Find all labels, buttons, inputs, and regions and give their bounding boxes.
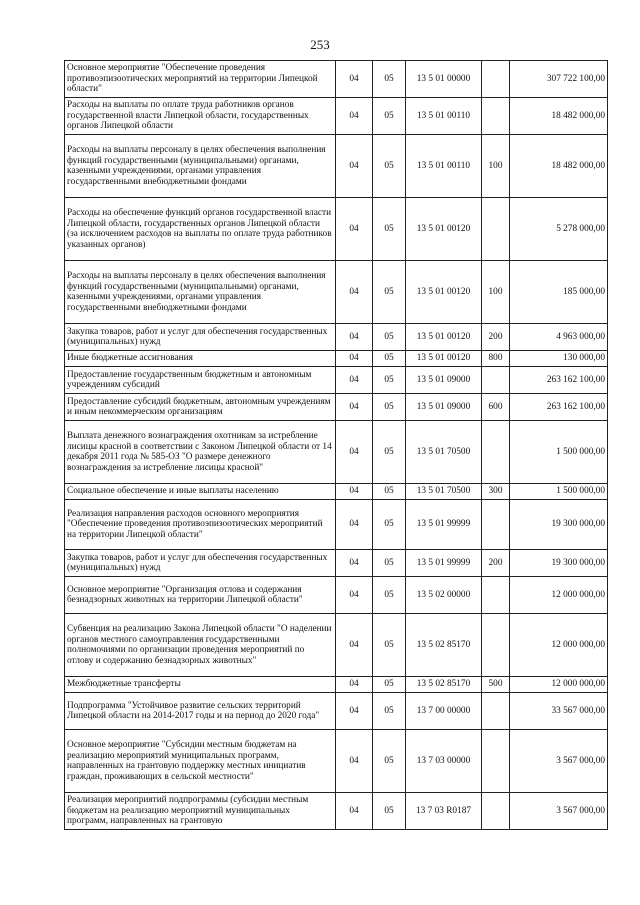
row-name: Иные бюджетные ассигнования — [65, 351, 336, 367]
table-row — [65, 421, 608, 484]
row-rz: 04 — [336, 135, 373, 198]
row-amount: 19 300 000,00 — [510, 500, 608, 550]
row-amount: 5 278 000,00 — [510, 198, 608, 261]
row-rz: 04 — [336, 793, 373, 830]
row-amount: 19 300 000,00 — [510, 550, 608, 577]
row-amount: 33 567 000,00 — [510, 693, 608, 730]
row-name: Расходы на выплаты персоналу в целях обеспечения выполнения функций государственными (муниципальными) органами, казенными учреждениями, органами управления государственными внебюджетными фондами — [65, 135, 336, 198]
row-vr: 300 — [482, 484, 510, 500]
row-name: Основное мероприятие "Субсидии местным бюджетам на реализацию мероприятий муниципальных программ, направленных на грантовую поддержку местных инициатив граждан, проживающих в сельской местности" — [65, 730, 336, 793]
row-name: Основное мероприятие "Организация отлова и содержания безнадзорных животных на территории Липецкой области" — [65, 577, 336, 614]
row-vr: 500 — [482, 677, 510, 693]
row-amount: 263 162 100,00 — [510, 394, 608, 421]
row-name: Расходы на обеспечение функций органов государственной власти Липецкой области, государственных органов Липецкой области (за исключением расходов на выплаты по оплате труда работников указанных органов) — [65, 198, 336, 261]
row-rz: 04 — [336, 484, 373, 500]
row-pr: 05 — [373, 198, 406, 261]
row-vr — [482, 421, 510, 484]
row-rz: 04 — [336, 198, 373, 261]
row-csr: 13 7 03 R0187 — [406, 793, 482, 830]
row-csr: 13 5 02 00000 — [406, 577, 482, 614]
row-csr: 13 5 01 00120 — [406, 324, 482, 351]
row-pr: 05 — [373, 550, 406, 577]
row-csr: 13 5 01 09000 — [406, 367, 482, 394]
row-pr: 05 — [373, 614, 406, 677]
row-amount: 12 000 000,00 — [510, 614, 608, 677]
row-amount: 130 000,00 — [510, 351, 608, 367]
row-name: Расходы на выплаты персоналу в целях обеспечения выполнения функций государственными (муниципальными) органами, казенными учреждениями, органами управления государственными внебюджетными фондами — [65, 261, 336, 324]
row-csr: 13 5 02 85170 — [406, 677, 482, 693]
row-csr: 13 5 01 99999 — [406, 500, 482, 550]
table-row — [65, 61, 608, 98]
row-pr: 05 — [373, 98, 406, 135]
row-name: Межбюджетные трансферты — [65, 677, 336, 693]
row-pr: 05 — [373, 367, 406, 394]
row-vr: 200 — [482, 324, 510, 351]
row-vr — [482, 693, 510, 730]
row-rz: 04 — [336, 367, 373, 394]
row-vr: 600 — [482, 394, 510, 421]
row-name: Реализация направления расходов основного мероприятия "Обеспечение проведения противоэпизоотических мероприятий на территории Липецкой области" — [65, 500, 336, 550]
table-row — [65, 614, 608, 677]
row-rz: 04 — [336, 61, 373, 98]
row-rz: 04 — [336, 577, 373, 614]
row-csr: 13 5 01 00000 — [406, 61, 482, 98]
row-name: Субвенция на реализацию Закона Липецкой области "О наделении органов местного самоуправления государственными полномочиями по организации проведения мероприятий по отлову и содержанию безнадзорных животных" — [65, 614, 336, 677]
row-csr: 13 5 01 00110 — [406, 98, 482, 135]
row-name: Реализация мероприятий подпрограммы (субсидии местным бюджетам на реализацию мероприятий муниципальных программ, направленных на грантовую — [65, 793, 336, 830]
row-amount: 1 500 000,00 — [510, 484, 608, 500]
row-pr: 05 — [373, 693, 406, 730]
row-pr: 05 — [373, 394, 406, 421]
row-vr — [482, 614, 510, 677]
table-row — [65, 351, 608, 367]
row-amount: 18 482 000,00 — [510, 98, 608, 135]
row-rz: 04 — [336, 550, 373, 577]
row-rz: 04 — [336, 614, 373, 677]
table-row — [65, 367, 608, 394]
row-vr: 200 — [482, 550, 510, 577]
row-amount: 185 000,00 — [510, 261, 608, 324]
row-vr — [482, 500, 510, 550]
row-amount: 3 567 000,00 — [510, 730, 608, 793]
row-pr: 05 — [373, 484, 406, 500]
table-row — [65, 324, 608, 351]
row-csr: 13 5 01 00110 — [406, 135, 482, 198]
row-pr: 05 — [373, 61, 406, 98]
table-row — [65, 693, 608, 730]
row-name: Предоставление субсидий бюджетным, автономным учреждениям и иным некоммерческим организациям — [65, 394, 336, 421]
row-csr: 13 5 01 00120 — [406, 198, 482, 261]
row-amount: 307 722 100,00 — [510, 61, 608, 98]
row-csr: 13 7 03 00000 — [406, 730, 482, 793]
budget-table-body — [65, 61, 608, 830]
row-csr: 13 5 01 99999 — [406, 550, 482, 577]
row-rz: 04 — [336, 351, 373, 367]
row-name: Основное мероприятие "Обеспечение проведения противоэпизоотических мероприятий на территории Липецкой области" — [65, 61, 336, 98]
row-amount: 263 162 100,00 — [510, 367, 608, 394]
row-rz: 04 — [336, 500, 373, 550]
row-rz: 04 — [336, 324, 373, 351]
row-pr: 05 — [373, 577, 406, 614]
row-pr: 05 — [373, 421, 406, 484]
row-name: Социальное обеспечение и иные выплаты населению — [65, 484, 336, 500]
row-pr: 05 — [373, 500, 406, 550]
budget-table — [64, 60, 608, 830]
row-pr: 05 — [373, 324, 406, 351]
row-csr: 13 5 01 00120 — [406, 261, 482, 324]
row-vr — [482, 98, 510, 135]
table-row — [65, 793, 608, 830]
table-row — [65, 500, 608, 550]
row-vr — [482, 793, 510, 830]
table-row — [65, 261, 608, 324]
row-rz: 04 — [336, 421, 373, 484]
row-amount: 18 482 000,00 — [510, 135, 608, 198]
row-vr: 100 — [482, 135, 510, 198]
row-amount: 12 000 000,00 — [510, 677, 608, 693]
table-row — [65, 98, 608, 135]
row-csr: 13 5 01 00120 — [406, 351, 482, 367]
row-name: Закупка товаров, работ и услуг для обеспечения государственных (муниципальных) нужд — [65, 324, 336, 351]
row-amount: 3 567 000,00 — [510, 793, 608, 830]
row-rz: 04 — [336, 677, 373, 693]
row-csr: 13 7 00 00000 — [406, 693, 482, 730]
row-pr: 05 — [373, 793, 406, 830]
table-row — [65, 135, 608, 198]
table-row — [65, 577, 608, 614]
row-vr — [482, 730, 510, 793]
row-pr: 05 — [373, 261, 406, 324]
row-name: Выплата денежного вознаграждения охотникам за истребление лисицы красной в соответствии с Законом Липецкой области от 14 декабря 2011 года № 585-ОЗ "О размере денежного вознаграждения за истребление лисицы красной" — [65, 421, 336, 484]
table-row — [65, 394, 608, 421]
row-csr: 13 5 01 09000 — [406, 394, 482, 421]
row-vr — [482, 577, 510, 614]
row-pr: 05 — [373, 730, 406, 793]
row-rz: 04 — [336, 98, 373, 135]
row-rz: 04 — [336, 730, 373, 793]
table-row — [65, 677, 608, 693]
row-name: Расходы на выплаты по оплате труда работников органов государственной власти Липецкой области, государственных органов Липецкой области — [65, 98, 336, 135]
row-vr — [482, 61, 510, 98]
table-row — [65, 730, 608, 793]
row-pr: 05 — [373, 135, 406, 198]
row-csr: 13 5 01 70500 — [406, 421, 482, 484]
table-row — [65, 484, 608, 500]
row-csr: 13 5 02 85170 — [406, 614, 482, 677]
row-vr: 100 — [482, 261, 510, 324]
row-pr: 05 — [373, 677, 406, 693]
row-amount: 1 500 000,00 — [510, 421, 608, 484]
row-rz: 04 — [336, 394, 373, 421]
row-vr — [482, 198, 510, 261]
page-number: 253 — [310, 37, 330, 52]
table-row — [65, 198, 608, 261]
row-vr: 800 — [482, 351, 510, 367]
row-amount: 4 963 000,00 — [510, 324, 608, 351]
row-name: Подпрограмма "Устойчивое развитие сельских территорий Липецкой области на 2014-2017 годы и на период до 2020 года" — [65, 693, 336, 730]
row-rz: 04 — [336, 693, 373, 730]
row-csr: 13 5 01 70500 — [406, 484, 482, 500]
table-row — [65, 550, 608, 577]
row-name: Закупка товаров, работ и услуг для обеспечения государственных (муниципальных) нужд — [65, 550, 336, 577]
row-amount: 12 000 000,00 — [510, 577, 608, 614]
row-rz: 04 — [336, 261, 373, 324]
row-name: Предоставление государственным бюджетным и автономным учреждениям субсидий — [65, 367, 336, 394]
row-pr: 05 — [373, 351, 406, 367]
row-vr — [482, 367, 510, 394]
